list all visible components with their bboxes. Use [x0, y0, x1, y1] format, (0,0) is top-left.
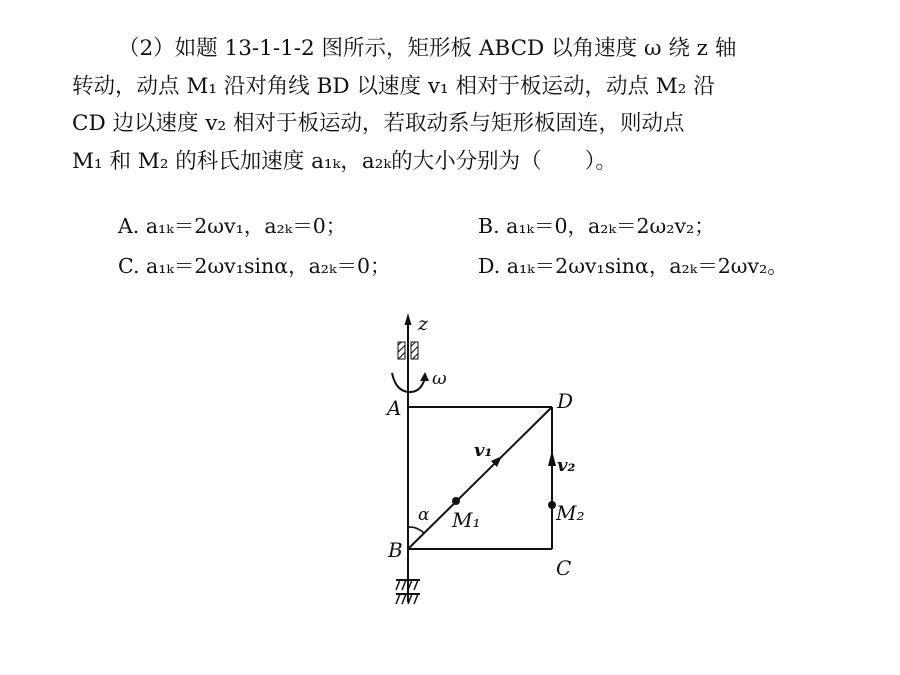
- option-c[interactable]: C. a₁ₖ＝2ωv₁sinα，a₂ₖ＝0；: [118, 254, 391, 278]
- omega-label: ω: [432, 368, 447, 389]
- alpha-arc: [408, 527, 424, 533]
- label-b: B: [388, 538, 403, 562]
- label-v1: v₁: [474, 440, 493, 461]
- label-v2: v₂: [557, 455, 576, 476]
- label-m2: M₂: [556, 501, 585, 525]
- z-axis-label: z: [418, 313, 429, 335]
- label-d: D: [557, 389, 574, 413]
- problem-line-4: M₁ 和 M₂ 的科氏加速度 a₁ₖ，a₂ₖ的大小分别为（ ）。: [72, 148, 617, 174]
- point-m1: [452, 497, 460, 505]
- label-a: A: [387, 396, 402, 420]
- label-alpha: α: [418, 505, 430, 525]
- problem-line-1: （2）如题 13-1-1-2 图所示，矩形板 ABCD 以角速度 ω 绕 z 轴: [118, 36, 737, 61]
- option-b[interactable]: B. a₁ₖ＝0，a₂ₖ＝2ω₂v₂；: [478, 214, 715, 238]
- v2-arrow: [548, 450, 556, 466]
- problem-line-2: 转动，动点 M₁ 沿对角线 BD 以速度 v₁ 相对于板运动，动点 M₂ 沿: [72, 73, 715, 99]
- option-a[interactable]: A. a₁ₖ＝2ωv₁，a₂ₖ＝0；: [118, 214, 347, 238]
- option-d[interactable]: D. a₁ₖ＝2ωv₁sinα，a₂ₖ＝2ωv₂。: [478, 254, 788, 278]
- label-m1: M₁: [452, 508, 481, 532]
- problem-line-3: CD 边以速度 v₂ 相对于板运动，若取动系与矩形板固连，则动点: [72, 111, 685, 136]
- rotation-arrow: [392, 372, 429, 392]
- z-axis: [405, 313, 412, 602]
- label-c: C: [556, 556, 572, 580]
- point-m2: [548, 501, 556, 509]
